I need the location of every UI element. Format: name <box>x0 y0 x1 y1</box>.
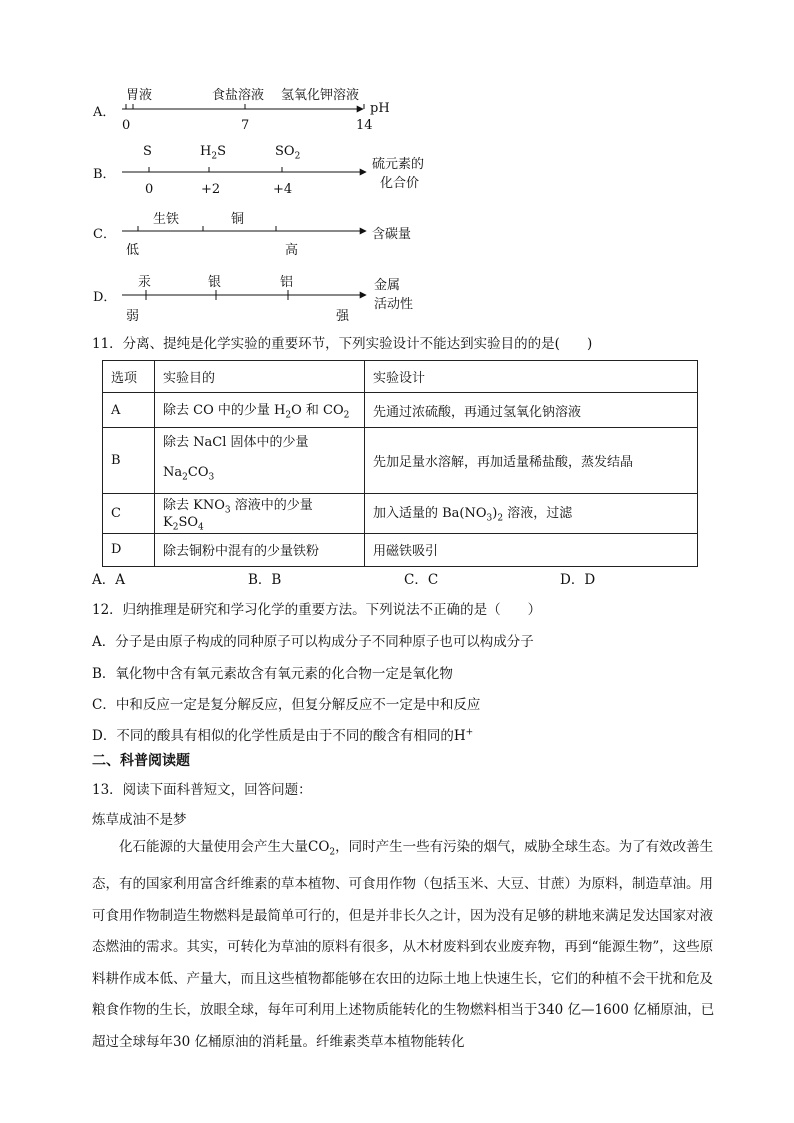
tick-label-weak: 弱 <box>126 309 140 324</box>
q11-choice-d: D．D <box>560 572 596 588</box>
label-s: S <box>143 144 152 159</box>
table-row <box>103 493 698 533</box>
label-h2s: $H_2S$ <box>200 144 226 162</box>
row-d-design: 用磁铁吸引 <box>365 533 698 566</box>
tick-label-high: 高 <box>285 243 299 258</box>
row-a-option: A <box>103 393 155 428</box>
row-b-option: B <box>103 428 155 494</box>
axis-end-b2: 化合价 <box>380 176 420 191</box>
header-design: 实验设计 <box>365 361 698 393</box>
question-12-stem: 12．归纳推理是研究和学习化学的重要方法。下列说法不正确的是（ ） <box>92 602 542 618</box>
question-11-stem: 11．分离、提纯是化学实验的重要环节，下列实验设计不能达到实验目的的是( ) <box>92 336 593 352</box>
label-copper: 铜 <box>231 212 245 227</box>
tick-label-b4: +4 <box>273 182 293 197</box>
row-a-aim: 除去 CO 中的少量 $H_2O$ 和 $CO_2$ <box>155 393 365 428</box>
row-d-aim: 除去铜粉中混有的少量铁粉 <box>155 533 365 566</box>
label-aluminum: 铝 <box>280 275 294 290</box>
header-aim: 实验目的 <box>155 361 365 393</box>
label-so2: $SO_2$ <box>275 144 301 162</box>
label-mercury: 汞 <box>138 275 152 290</box>
q12-option-b: B．氧化物中含有氧元素故含有氧元素的化合物一定是氧化物 <box>92 666 453 682</box>
axis-end-d1: 金属 <box>374 278 401 293</box>
tick-label-7: 7 <box>241 118 250 133</box>
axis-end-d2: 活动性 <box>374 297 414 312</box>
option-a-letter: A． <box>93 105 116 120</box>
row-b-design: 先加足量水溶解，再加适量稀盐酸，蒸发结晶 <box>365 428 698 494</box>
section-title: 二、科普阅读题 <box>92 753 190 769</box>
option-d-letter: D． <box>93 290 117 305</box>
row-a-design: 先通过浓硫酸，再通过氢氧化钠溶液 <box>365 393 698 428</box>
axis-end-carbon: 含碳量 <box>372 227 412 242</box>
option-b-letter: B． <box>93 167 116 182</box>
table-header-row <box>103 361 698 393</box>
question-13-stem: 13．阅读下面科普短文，回答问题： <box>92 782 312 798</box>
row-c-option: C <box>103 493 155 533</box>
tick-label-low: 低 <box>126 243 140 258</box>
table-row <box>103 393 698 428</box>
article-paragraph: 化石能源的大量使用会产生大量$CO_2$，同时产生一些有污染的烟气，威胁全球生态。为了有效改善生态，有的国家利用富含纤维素的草本植物、可食用作物（包括玉米、大豆、甘蔗）为原料，制造草油。用可食用作物制造生物燃料是最简单可行的，但是并非长久之计，因为没有足够的耕地来满足发达国家对液态燃油的需求。其实，可转化为草油的原料有很多，从木材废料到农业废弃物，再到“能源生物”，这些原料耕作成本低、产量大，而且这些植物都能够在农田的边际土地上快速生长，它们的种植不会干扰和危及粮食作物的生长，放眼全球，每年可利用上述物质能转化的生物燃料相当于340 亿—1600 亿桶原油，已超过全球每年30 亿桶原油的消耗量。纤维素类草本植物能转化 <box>92 839 715 1050</box>
table-row <box>103 533 698 566</box>
axis-end-ph: pH <box>370 101 390 116</box>
label-gastric-juice: 胃液 <box>126 88 153 103</box>
row-c-design: 加入适量的 $Ba(NO_3)_2$ 溶液，过滤 <box>365 493 698 533</box>
tick-label-strong: 强 <box>336 309 350 324</box>
header-option: 选项 <box>103 361 155 393</box>
option-c-letter: C． <box>93 227 116 242</box>
q12-option-d: D．不同的酸具有相似的化学性质是由于不同的酸含有相同的H+ <box>92 727 474 744</box>
row-c-aim: 除去 $KNO_3$ 溶液中的少量 $K_2SO_4$ <box>155 493 365 533</box>
row-d-option: D <box>103 533 155 566</box>
tick-label-b0: 0 <box>145 182 154 197</box>
q11-table <box>102 360 698 567</box>
table-row <box>103 428 698 494</box>
axis-options <box>0 0 794 330</box>
label-pig-iron: 生铁 <box>153 212 180 227</box>
label-koh-solution: 氢氧化钾溶液 <box>281 88 360 103</box>
q11-choice-b: B．B <box>248 572 282 588</box>
q12-option-a: A．分子是由原子构成的同种原子可以构成分子不同种原子也可以构成分子 <box>92 634 534 650</box>
article-title: 炼草成油不是梦 <box>92 812 187 828</box>
tick-label-14: 14 <box>356 118 373 133</box>
label-salt-solution: 食盐溶液 <box>212 88 265 103</box>
tick-label-0: 0 <box>122 118 131 133</box>
tick-label-b2: +2 <box>201 182 221 197</box>
row-b-aim: 除去 NaCl 固体中的少量 $Na_2CO_3$ <box>155 428 365 494</box>
axis-end-b1: 硫元素的 <box>372 157 425 172</box>
q11-choice-c: C．C <box>404 572 439 588</box>
q12-option-c: C．中和反应一定是复分解反应，但复分解反应不一定是中和反应 <box>92 697 481 713</box>
label-silver: 银 <box>208 275 222 290</box>
q11-choice-a: A．A <box>92 572 125 588</box>
